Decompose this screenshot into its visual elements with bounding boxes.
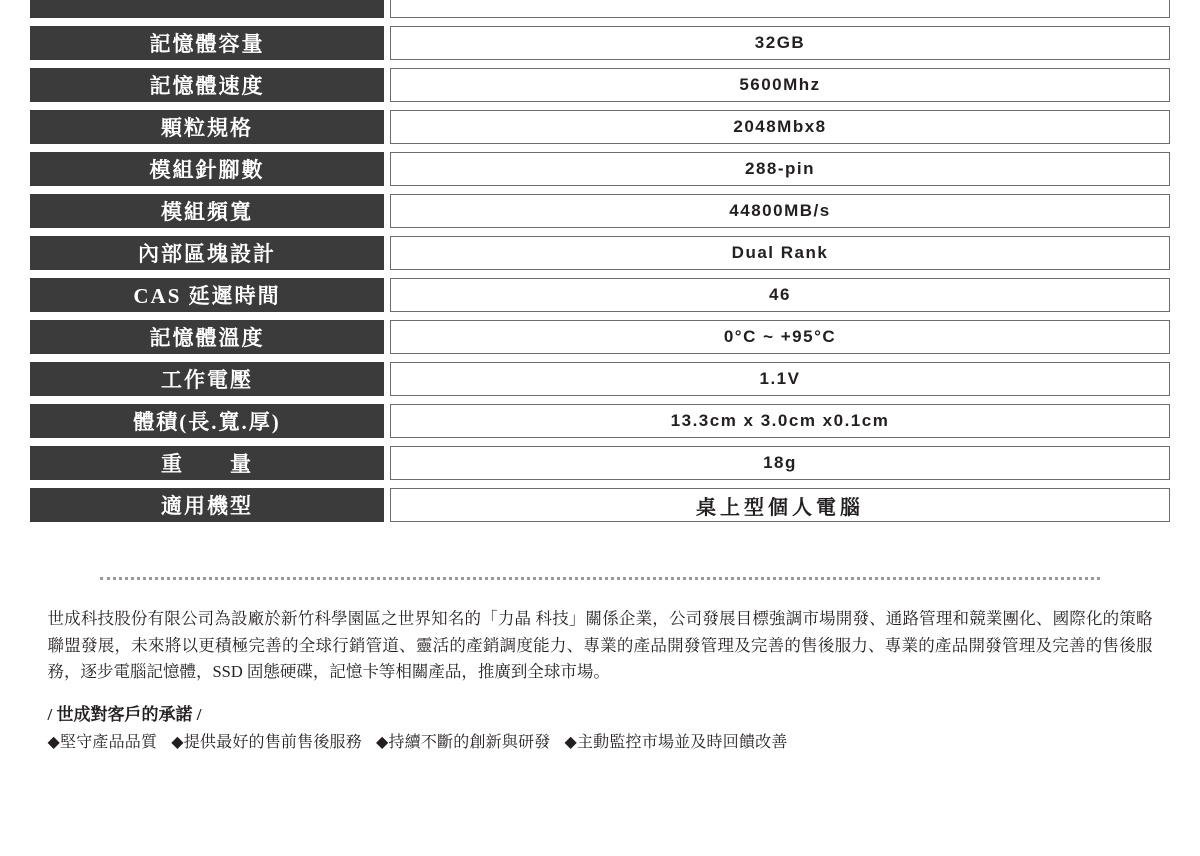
spec-row bbox=[30, 362, 1170, 396]
spec-row bbox=[30, 110, 1170, 144]
spec-label: 記憶體容量 bbox=[30, 26, 384, 60]
spec-value: 288-pin bbox=[390, 152, 1170, 186]
spec-row bbox=[30, 26, 1170, 60]
spec-row bbox=[30, 446, 1170, 480]
spec-row bbox=[30, 320, 1170, 354]
spec-label: CAS 延遲時間 bbox=[30, 278, 384, 312]
spec-row bbox=[30, 0, 1170, 18]
spec-value: 46 bbox=[390, 278, 1170, 312]
spec-row bbox=[30, 194, 1170, 228]
specification-table bbox=[30, 0, 1170, 522]
spec-label: 記憶體溫度 bbox=[30, 320, 384, 354]
promise-item: ◆提供最好的售前售後服務 bbox=[171, 734, 362, 752]
company-description: 世成科技股份有限公司為設廠於新竹科學園區之世界知名的「力晶 科技」關係企業，公司發展目標強調市場開發、通路管理和競業團化、國際化的策略聯盟發展，未來將以更積極完善的全球行銷管道、靈活的產銷調度能力、專業的產品開發管理及完善的售後服力、專業的產品開發管理及完善的售後服務，逐步電腦記憶體，SSD 固態硬碟，記憶卡等相關產品，推廣到全球市場。 bbox=[47, 609, 1153, 682]
spec-label bbox=[30, 0, 384, 18]
spec-label: 內部區塊設計 bbox=[30, 236, 384, 270]
spec-label: 顆粒規格 bbox=[30, 110, 384, 144]
spec-label: 記憶體速度 bbox=[30, 68, 384, 102]
spec-label: 模組針腳數 bbox=[30, 152, 384, 186]
spec-row bbox=[30, 278, 1170, 312]
spec-label: 適用機型 bbox=[30, 488, 384, 522]
spec-label: 重 量 bbox=[30, 446, 384, 480]
spec-row bbox=[30, 488, 1170, 522]
spec-value: 44800MB/s bbox=[390, 194, 1170, 228]
spec-value: 1.1V bbox=[390, 362, 1170, 396]
promise-title: / 世成對客戶的承諾 / bbox=[47, 705, 202, 725]
spec-label: 模組頻寬 bbox=[30, 194, 384, 228]
spec-value: 5600Mhz bbox=[390, 68, 1170, 102]
promise-item: ◆持續不斷的創新與研發 bbox=[375, 734, 551, 752]
dotted-divider bbox=[100, 577, 1100, 580]
spec-row bbox=[30, 236, 1170, 270]
spec-row bbox=[30, 404, 1170, 438]
spec-value: 桌上型個人電腦 bbox=[390, 488, 1170, 522]
spec-value: 0°C ~ +95°C bbox=[390, 320, 1170, 354]
spec-value: 32GB bbox=[390, 26, 1170, 60]
promise-list bbox=[48, 729, 1153, 752]
promise-item: ◆主動監控市場並及時回饋改善 bbox=[564, 734, 788, 752]
spec-value: 13.3cm x 3.0cm x0.1cm bbox=[390, 404, 1170, 438]
spec-value bbox=[390, 0, 1170, 18]
promise-item: ◆堅守產品品質 bbox=[47, 734, 158, 752]
spec-row bbox=[30, 152, 1170, 186]
spec-label: 工作電壓 bbox=[30, 362, 384, 396]
spec-value: Dual Rank bbox=[390, 236, 1170, 270]
spec-label: 體積(長.寬.厚) bbox=[30, 404, 384, 438]
company-footer bbox=[48, 606, 1153, 752]
spec-value: 2048Mbx8 bbox=[390, 110, 1170, 144]
spec-row bbox=[30, 68, 1170, 102]
spec-value: 18g bbox=[390, 446, 1170, 480]
